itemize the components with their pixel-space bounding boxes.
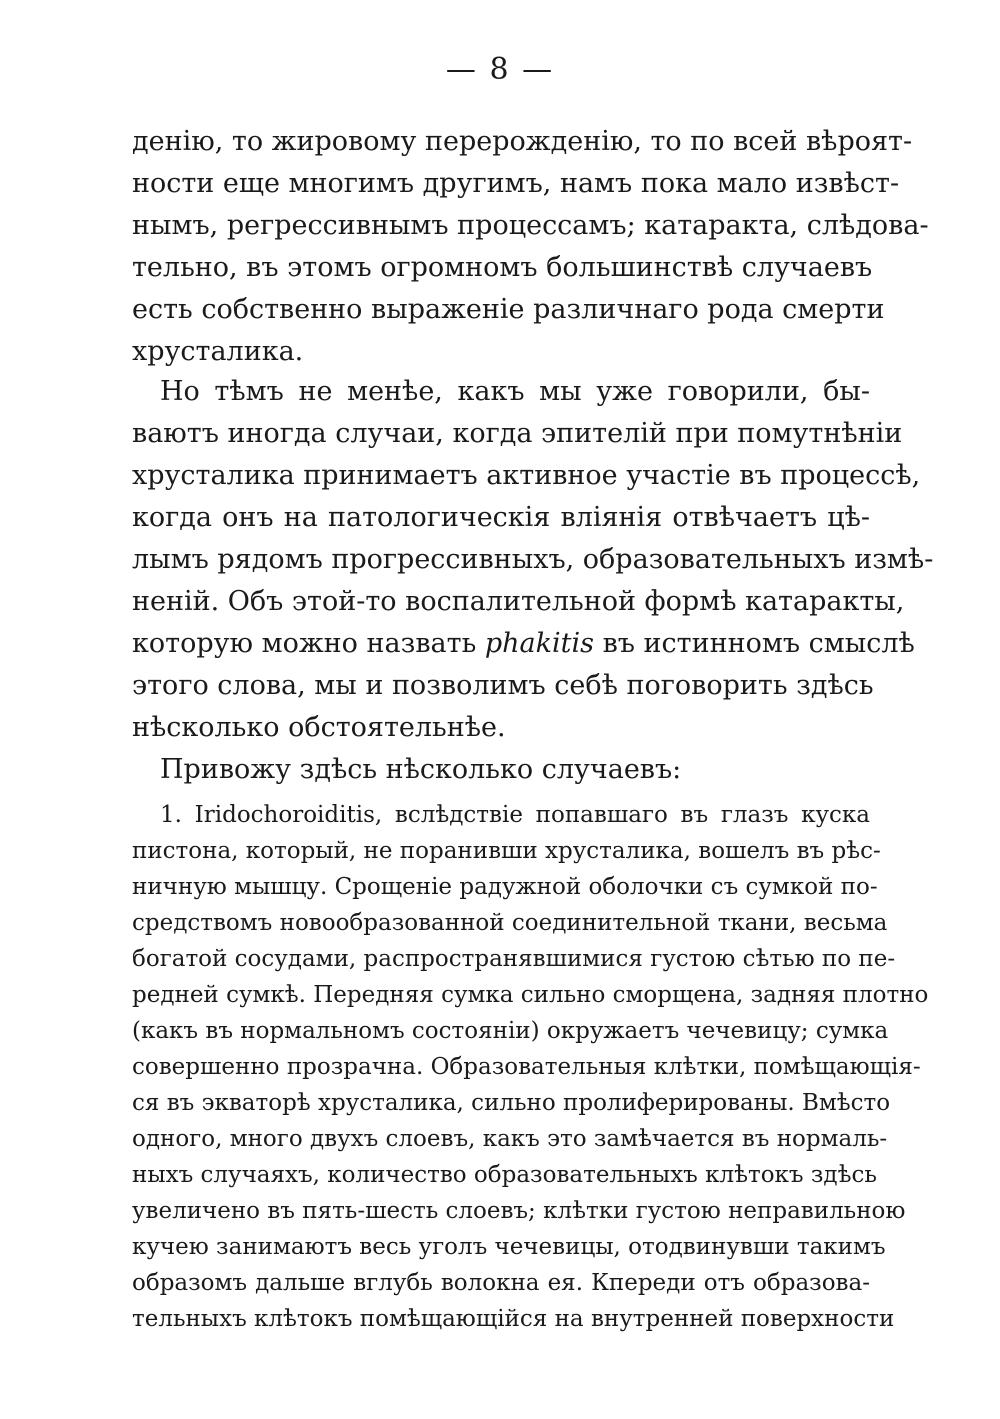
text-line: редней сумкѣ. Передняя сумка сильно сморщена, задняя плотно [132, 982, 929, 1008]
page-number: — 8 — [445, 52, 555, 87]
text-line: когда онъ на патологическія вліянія отвѣчаетъ цѣ- [132, 502, 870, 533]
text-line: одного, много двухъ слоевъ, какъ это замѣчается въ нормаль- [132, 1126, 888, 1152]
text-line: неній. Объ этой-то воспалительной формѣ катаракты, [132, 586, 905, 617]
text-line: хрусталика принимаетъ активное участіе въ процессѣ, [132, 460, 921, 491]
text-line: ныхъ случаяхъ, количество образовательныхъ клѣтокъ здѣсь [132, 1162, 877, 1188]
text-line: тельныхъ клѣтокъ помѣщающійся на внутренней поверхности [132, 1306, 895, 1332]
text-line: хрусталика. [132, 336, 304, 367]
text-line: пистона, который, не поранивши хрусталика, вошелъ въ рѣс- [132, 838, 881, 864]
text-line: этого слова, мы и позволимъ себѣ поговорить здѣсь [132, 670, 874, 701]
text-line: нѣсколько обстоятельнѣе. [132, 712, 506, 743]
text-line: увеличено въ пять-шесть слоевъ; клѣтки густою неправильною [132, 1198, 906, 1224]
text-line: Привожу здѣсь нѣсколько случаевъ: [160, 754, 682, 785]
text-line: средствомъ новообразованной соединительной ткани, весьма [132, 910, 888, 936]
text-line: (какъ въ нормальномъ состояніи) окружаетъ чечевицу; сумка [132, 1018, 889, 1044]
text-line: нымъ, регрессивнымъ процессамъ; катаракта, слѣдова- [132, 210, 929, 241]
text-line: лымъ рядомъ прогрессивныхъ, образовательныхъ измѣ- [132, 544, 934, 575]
text-span: которую можно назвать [132, 628, 477, 659]
text-line: богатой сосудами, распространявшимися густою сѣтью по пе- [132, 946, 896, 972]
text-line: ваютъ иногда случаи, когда эпителій при помутнѣніи [132, 418, 903, 449]
text-line: денію, то жировому перерожденію, то по всей вѣроят- [132, 126, 913, 157]
text-line: ничную мышцу. Срощеніе радужной оболочки съ сумкой по- [132, 874, 878, 900]
text-line: образомъ дальше вглубь волокна ея. Кпереди отъ образова- [132, 1270, 870, 1296]
text-line: есть собственно выраженіе различнаго рода смерти [132, 294, 885, 325]
text-span: въ истинномъ смыслѣ [602, 628, 915, 659]
text-line: тельно, въ этомъ огромномъ большинствѣ случаевъ [132, 252, 873, 283]
text-line: кучею занимаютъ весь уголъ чечевицы, отодвинувши такимъ [132, 1234, 886, 1260]
text-line-with-term [132, 624, 915, 664]
text-line: ся въ экваторѣ хрусталика, сильно пролиферированы. Вмѣсто [132, 1090, 891, 1116]
text-line: 1. Iridochoroiditis, вслѣдствіе попавшаго въ глазъ куска [160, 802, 870, 828]
text-line: совершенно прозрачна. Образовательныя клѣтки, помѣщающія- [132, 1054, 921, 1080]
text-line: Но тѣмъ не менѣе, какъ мы уже говорили, бы- [160, 376, 870, 407]
latin-term: phakitis [484, 628, 594, 659]
text-line: ности еще многимъ другимъ, намъ пока мало извѣст- [132, 168, 900, 199]
